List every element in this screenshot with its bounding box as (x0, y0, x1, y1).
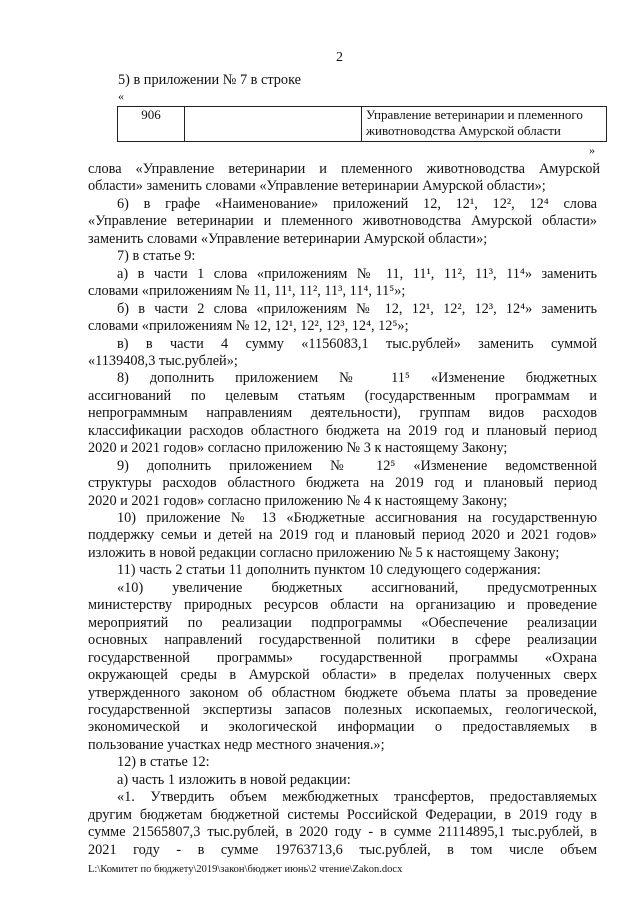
table-cell-name (362, 107, 607, 142)
page-number: 2 (336, 50, 343, 65)
text-line: структуры расходов областного бюджета на 2019 год и плановый период (88, 475, 597, 492)
text-line: 2020 и 2021 годов» согласно приложению № 3 к настоящему Закону; (88, 440, 508, 457)
text-line: словами «приложениям № 12, 12¹, 12², 12³, 12⁴, 12⁵»; (88, 318, 409, 335)
text-line: государственной программы» государственной программы «Охрана (88, 649, 597, 666)
text-line: окружающей среды в Амурской области» в пределах полученных сверх (88, 667, 597, 684)
text-line: поддержку семьи и детей на 2019 год и плановый период 2020 и 2021 годов» (88, 527, 597, 544)
text-line: государственной экспертизы запасов полезных ископаемых, геологической, (88, 701, 597, 718)
text-line: «1139408,3 тыс.рублей»; (88, 352, 238, 369)
text-line: 7) в статье 9: (117, 248, 196, 265)
text-line: пользование участках недр местного значения.»; (88, 736, 385, 753)
text-line: мероприятий по реализации подпрограммы «Обеспечение реализации (88, 614, 597, 631)
text-line: словами «приложениям № 11, 11¹, 11², 11³, 11⁴, 11⁵»; (88, 283, 406, 300)
text-line: слова «Управление ветеринарии и племенного животноводства Амурской (88, 161, 600, 177)
footer-path: L:\Комитет по бюджету\2019\закон\бюджет июнь\2 чтение\Zakon.docx (88, 864, 403, 875)
text-line: 2021 году - в сумме 19763713,6 тыс.рублей, в том числе объем (88, 841, 597, 858)
table-cell-code: 906 (118, 107, 185, 142)
text-line: б) в части 2 слова «приложениям № 12, 12¹, 12², 12³, 12⁴» заменить (117, 300, 597, 317)
text-line: 8) дополнить приложением № 11⁵ «Изменение бюджетных (117, 370, 597, 387)
text-line: утвержденного законом об областном бюджете объема платы за проведение (88, 684, 597, 701)
text-line: другим бюджетам бюджетной системы Российской Федерации, в 2019 году в (88, 806, 597, 823)
text-line: «10) увеличение бюджетных ассигнований, предусмотренных (117, 579, 597, 596)
table-cell-empty (185, 107, 362, 142)
text-line: изложить в новой редакции согласно приложению № 5 к настоящему Закону; (88, 544, 560, 561)
amendment-table (117, 106, 607, 142)
table-cell-name-line2: животноводства Амурской области (366, 123, 561, 138)
text-line: «Управление ветеринарии и племенного животноводства Амурской области» (88, 213, 597, 230)
text-line: 9) дополнить приложением № 12⁵ «Изменение ведомственной (117, 457, 597, 474)
table-cell-name-line1: Управление ветеринарии и племенного (366, 107, 583, 122)
text-line: заменить словами «Управление ветеринарии Амурской области»; (88, 230, 488, 247)
text-line: сумме 21565807,3 тыс.рублей, в 2020 году - в сумме 21114895,1 тыс.рублей, в (88, 824, 597, 841)
text-line: 6) в графе «Наименование» приложений 12, 12¹, 12², 12⁴ слова (117, 195, 597, 212)
text-line: 2020 и 2021 годов» согласно приложению № 4 к настоящему Закону; (88, 492, 508, 509)
text-line: «1. Утвердить объем межбюджетных трансфертов, предоставляемых (117, 789, 597, 806)
table-row (118, 107, 607, 142)
text-line: области» заменить словами «Управление ветеринарии Амурской области»; (88, 178, 546, 195)
text-line: 10) приложение № 13 «Бюджетные ассигнования на государственную (117, 510, 597, 526)
text-line: министерству природных ресурсов области на организацию и проведение (88, 597, 597, 614)
text-line: 12) в статье 12: (117, 754, 210, 771)
heading-line: 5) в приложении № 7 в строке (118, 72, 302, 88)
text-line: а) часть 1 изложить в новой редакции: (117, 771, 351, 788)
text-line: а) в части 1 слова «приложениям № 11, 11¹, 11², 11³, 11⁴» заменить (117, 265, 597, 282)
open-quote: « (118, 89, 124, 103)
text-line: классификации расходов областного бюджета на 2019 год и плановый период (88, 422, 597, 439)
close-quote: » (589, 143, 595, 157)
text-line: основных направлений государственной политики в сфере реализации (88, 632, 597, 649)
text-line: 11) часть 2 статьи 11 дополнить пунктом 10 следующего содержания: (117, 562, 541, 579)
text-line: в) в части 4 сумму «1156083,1 тыс.рублей» заменить суммой (117, 335, 597, 352)
text-line: ассигнований по целевым статьям (государственным программам и (88, 387, 597, 404)
text-line: непрограммным направлениям деятельности), группам видов расходов (88, 405, 597, 422)
text-line: экономической и экологической информации о предоставляемых в (88, 719, 597, 736)
